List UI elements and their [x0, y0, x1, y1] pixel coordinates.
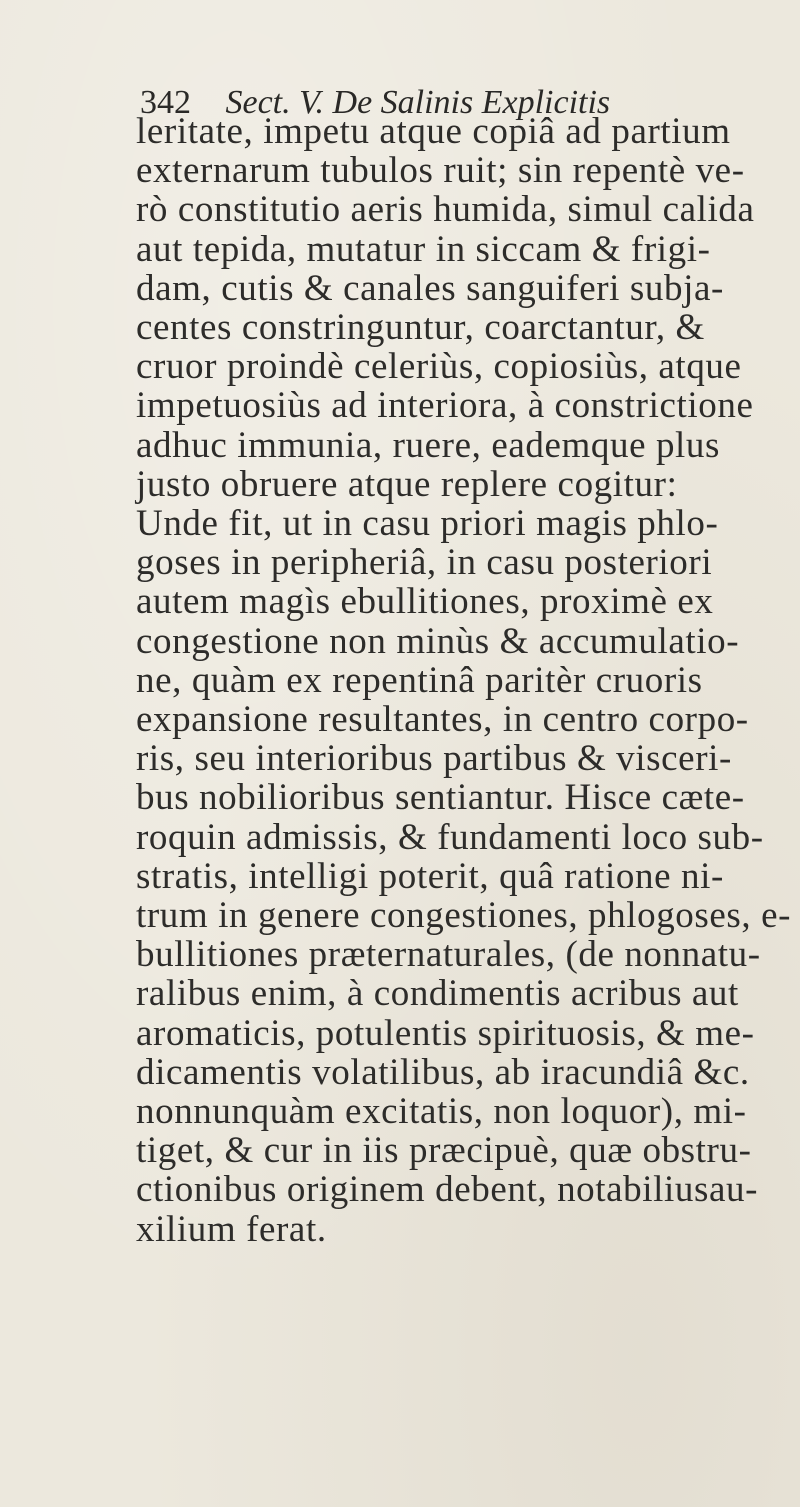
text-line: expansione resultantes, in centro corpo-: [136, 699, 749, 741]
body-text: [136, 111, 792, 1250]
text-line: aromaticis, potulentis spirituosis, & me-: [136, 1012, 755, 1054]
text-line: impetuosiùs ad interiora, à constrictione: [136, 385, 754, 427]
text-line: Unde fit, ut in casu priori magis phlo-: [136, 503, 719, 545]
text-line: centes constringuntur, coarctantur, &: [136, 307, 705, 349]
text-line: goses in peripheriâ, in casu posteriori: [136, 542, 713, 584]
text-line: xilium ferat.: [136, 1208, 327, 1250]
text-line: rò constitutio aeris humida, simul calida: [136, 189, 755, 231]
text-line: congestione non minùs & accumulatio-: [136, 620, 740, 662]
text-line: externarum tubulos ruit; sin repentè ve-: [136, 150, 745, 192]
text-line: justo obruere atque replere cogitur:: [136, 463, 678, 505]
text-line: aut tepida, mutatur in siccam & frigi-: [136, 228, 711, 270]
text-line: roquin admissis, & fundamenti loco sub-: [136, 816, 764, 858]
text-line: autem magìs ebullitiones, proximè ex: [136, 581, 714, 623]
text-line: dam, cutis & canales sanguiferi subja-: [136, 267, 724, 309]
text-line: ctionibus originem debent, notabiliusau-: [136, 1169, 759, 1211]
text-line: dicamentis volatilibus, ab iracundiâ &c.: [136, 1051, 750, 1093]
text-line: adhuc immunia, ruere, eademque plus: [136, 424, 721, 466]
text-line: bullitiones præternaturales, (de nonnatu-: [136, 934, 761, 976]
text-line: tiget, & cur in iis præcipuè, quæ obstru-: [136, 1130, 752, 1172]
text-line: nonnunquàm excitatis, non loquor), mi-: [136, 1091, 747, 1133]
text-line: ralibus enim, à condimentis acribus aut: [136, 973, 739, 1015]
text-line: bus nobilioribus sentiantur. Hisce cæte-: [136, 777, 745, 819]
text-line: leritate, impetu atque copiâ ad partium: [136, 111, 731, 152]
text-line: trum in genere congestiones, phlogoses, e-: [136, 895, 792, 937]
text-line: stratis, intelligi poterit, quâ ratione ni-: [136, 855, 724, 897]
running-title: Sect. V. De Salinis Explicitis: [225, 84, 611, 121]
text-line: ris, seu interioribus partibus & visceri-: [136, 738, 732, 780]
text-line: cruor proindè celeriùs, copiosiùs, atque: [136, 346, 742, 388]
page-number: 342: [140, 84, 191, 121]
text-line: ne, quàm ex repentinâ paritèr cruoris: [136, 659, 703, 701]
